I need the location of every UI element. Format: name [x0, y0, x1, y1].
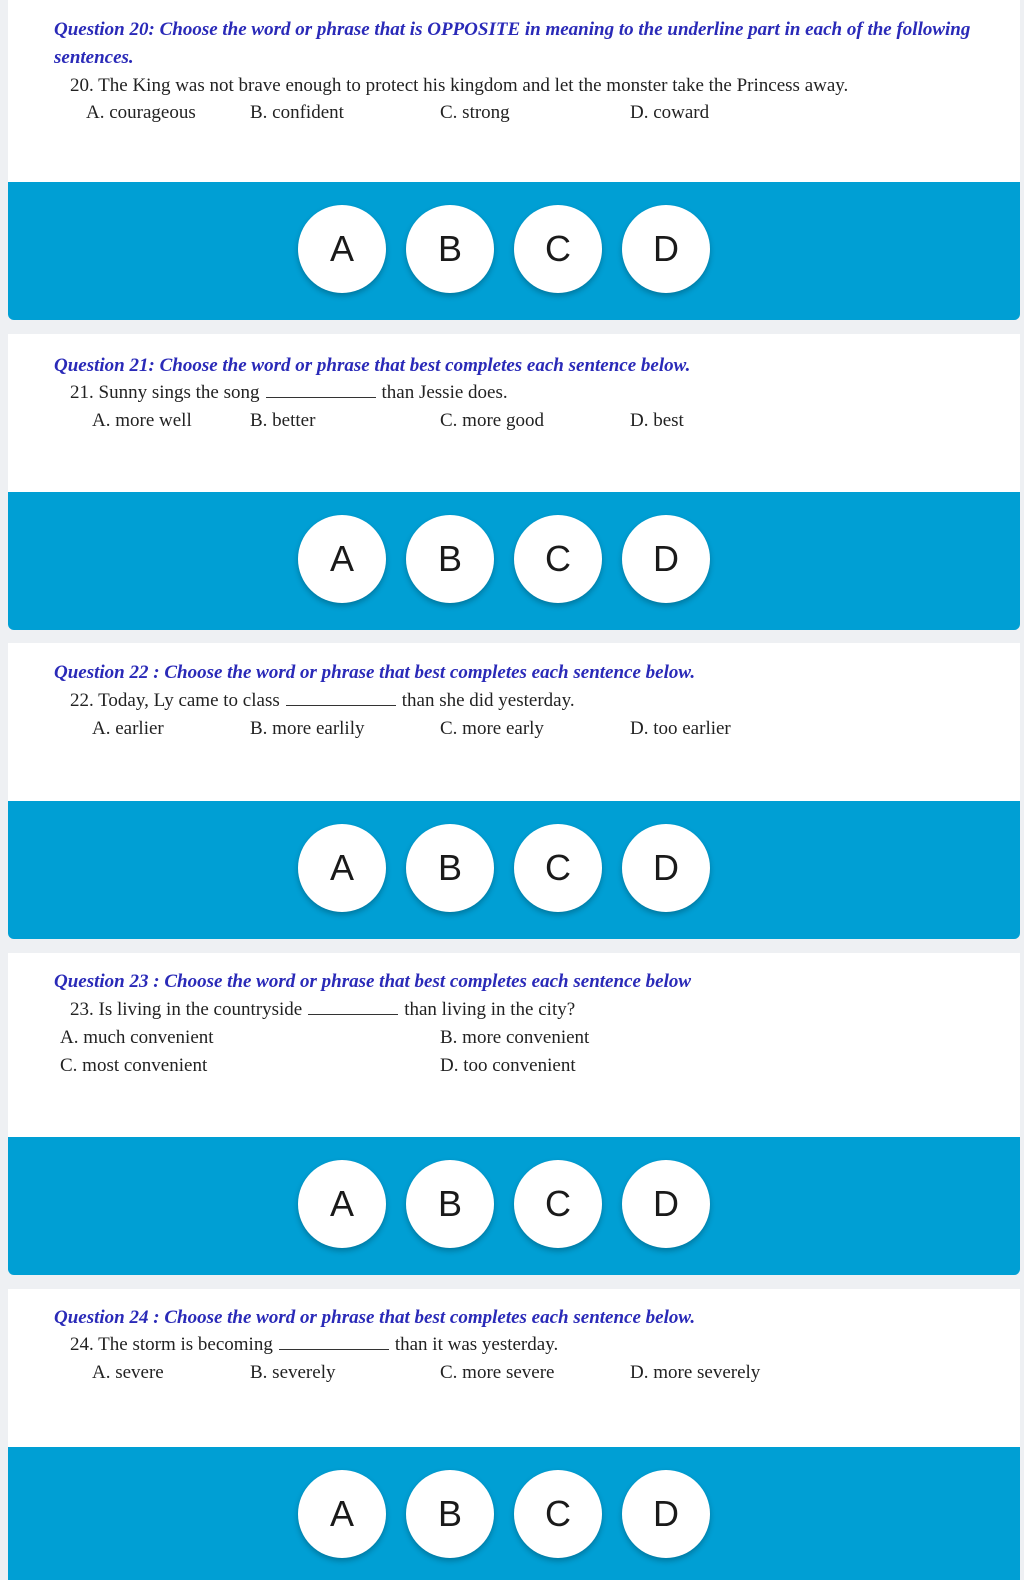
question-sentence: [70, 998, 575, 1022]
question-sentence: 20. The King was not brave enough to protect his kingdom and let the monster take the Princess away.: [70, 75, 849, 96]
sentence-start: 22. Today, Ly came to class: [70, 690, 280, 711]
option-d-text: D. too earlier: [630, 718, 731, 739]
option-a-text: A. earlier: [92, 718, 164, 739]
question-label: Question 24 :: [54, 1307, 160, 1328]
answer-button-d[interactable]: D: [622, 1470, 710, 1558]
question-label: Question 20:: [54, 19, 155, 40]
answer-button-d[interactable]: D: [622, 205, 710, 293]
option-d-text: D. coward: [630, 102, 710, 123]
answer-button-b[interactable]: B: [406, 515, 494, 603]
sentence-start: 24. The storm is becoming: [70, 1334, 273, 1355]
question-label: Question 23 :: [54, 971, 160, 992]
sentence-start: 21. Sunny sings the song: [70, 382, 260, 403]
answer-bar-24: [8, 1447, 1020, 1580]
option-d-text: D. more severely: [630, 1362, 761, 1383]
answer-blank: [286, 689, 396, 706]
answer-button-a[interactable]: A: [298, 1470, 386, 1558]
answer-button-a[interactable]: A: [298, 515, 386, 603]
question-instruction: Choose the word or phrase that is OPPOSITE in meaning to the underline part in each of the following sentences.: [54, 19, 971, 68]
answer-button-d[interactable]: D: [622, 1160, 710, 1248]
sentence-end: than Jessie does.: [381, 382, 508, 403]
option-a-text: A. much convenient: [60, 1027, 214, 1048]
answer-blank: [279, 1333, 389, 1350]
answer-button-c[interactable]: C: [514, 515, 602, 603]
answer-button-c[interactable]: C: [514, 1470, 602, 1558]
sentence-start: 23. Is living in the countryside: [70, 999, 303, 1020]
question-label: Question 21:: [54, 355, 155, 376]
option-a-text: A. more well: [92, 410, 192, 431]
question-sentence: [70, 689, 575, 713]
question-heading: [54, 352, 980, 380]
answer-button-d[interactable]: D: [622, 515, 710, 603]
sentence-end: than living in the city?: [404, 999, 576, 1020]
option-a-text: A. courageous: [86, 102, 196, 123]
option-a-text: A. severe: [92, 1362, 164, 1383]
answer-button-b[interactable]: B: [406, 1160, 494, 1248]
sentence-end: than she did yesterday.: [401, 690, 575, 711]
option-d-text: D. best: [630, 410, 684, 431]
answer-button-c[interactable]: C: [514, 824, 602, 912]
answer-bar-20: [8, 182, 1020, 320]
sentence-end: than it was yesterday.: [394, 1334, 559, 1355]
option-d-text: D. too convenient: [440, 1055, 576, 1076]
answer-bar-23: [8, 1137, 1020, 1275]
option-b-text: B. confident: [250, 102, 344, 123]
answer-button-c[interactable]: C: [514, 205, 602, 293]
answer-blank: [308, 998, 398, 1015]
answer-button-c[interactable]: C: [514, 1160, 602, 1248]
question-card-24: [8, 1289, 1020, 1447]
question-sentence: [70, 1333, 558, 1357]
question-heading: [54, 16, 980, 72]
answer-button-d[interactable]: D: [622, 824, 710, 912]
question-card-22: [8, 643, 1020, 801]
question-label: Question 22 :: [54, 662, 160, 683]
answer-bar-21: [8, 492, 1020, 630]
option-c-text: C. more early: [440, 718, 544, 739]
question-card-23: [8, 953, 1020, 1137]
answer-button-b[interactable]: B: [406, 1470, 494, 1558]
option-c-text: C. more good: [440, 410, 544, 431]
option-c-text: C. most convenient: [60, 1055, 208, 1076]
answer-blank: [266, 381, 376, 398]
question-heading: [54, 1304, 980, 1332]
answer-button-a[interactable]: A: [298, 824, 386, 912]
question-instruction: Choose the word or phrase that best completes each sentence below.: [159, 355, 691, 376]
answer-bar-22: [8, 801, 1020, 939]
option-c-text: C. more severe: [440, 1362, 555, 1383]
question-card-21: [8, 334, 1020, 492]
answer-button-a[interactable]: A: [298, 205, 386, 293]
answer-button-b[interactable]: B: [406, 205, 494, 293]
option-b-text: B. more convenient: [440, 1027, 590, 1048]
option-c-text: C. strong: [440, 102, 510, 123]
question-heading: [54, 968, 980, 996]
question-sentence: [70, 381, 508, 405]
question-instruction: Choose the word or phrase that best completes each sentence below.: [164, 662, 696, 683]
question-instruction: Choose the word or phrase that best completes each sentence below.: [164, 1307, 696, 1328]
answer-button-a[interactable]: A: [298, 1160, 386, 1248]
option-b-text: B. more earlily: [250, 718, 365, 739]
answer-button-b[interactable]: B: [406, 824, 494, 912]
question-heading: [54, 659, 980, 687]
option-b-text: B. better: [250, 410, 316, 431]
question-card-20: [8, 0, 1020, 182]
question-instruction: Choose the word or phrase that best completes each sentence below: [164, 971, 692, 992]
option-b-text: B. severely: [250, 1362, 336, 1383]
